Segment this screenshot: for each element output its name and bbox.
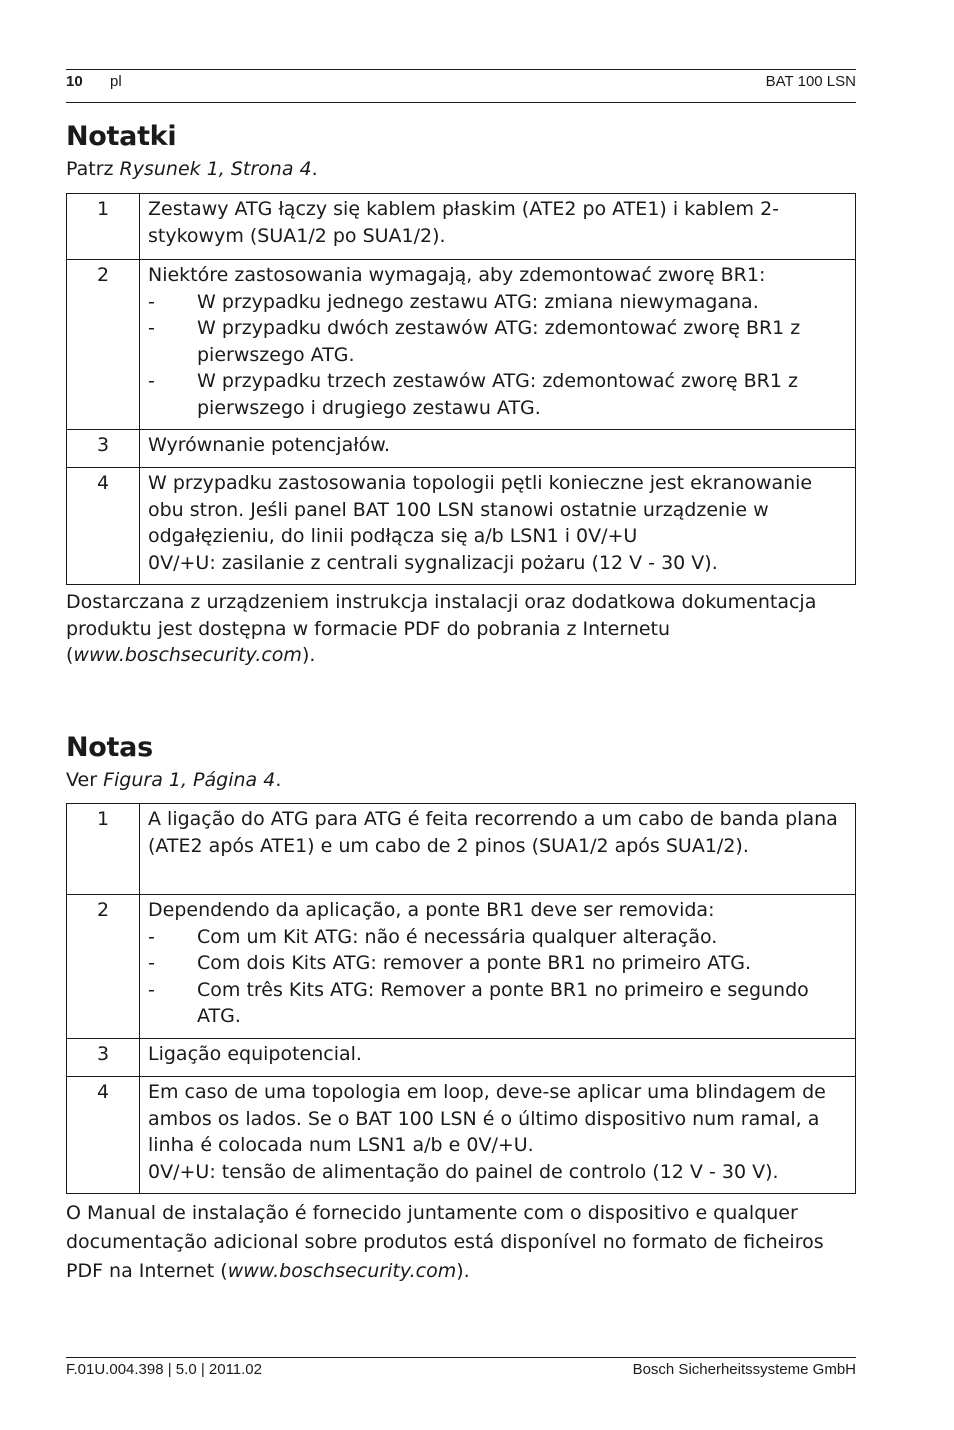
availability-note-pt (66, 1199, 856, 1286)
notes-table-pt (66, 803, 856, 1194)
table-row (67, 194, 856, 260)
website-link[interactable]: www.boschsecurity.com (73, 644, 302, 666)
list-item-text: Com um Kit ATG: não é necessária qualquer alteração. (197, 925, 718, 948)
table-row (67, 1039, 856, 1077)
bullet-dash: - (148, 290, 155, 313)
availability-note-pl (66, 589, 846, 669)
list-item-text: Com três Kits ATG: Remover a ponte BR1 no primeiro e segundo ATG. (197, 978, 809, 1027)
row-text-note: 0V/+U: tensão de alimentação do painel de controlo (12 V - 30 V). (148, 1160, 779, 1183)
list-item (148, 924, 847, 951)
list-item-text: Com dois Kits ATG: remover a ponte BR1 no primeiro ATG. (197, 952, 751, 974)
website-link[interactable]: www.boschsecurity.com (227, 1260, 457, 1282)
section-ref-pl (66, 156, 318, 183)
table-row (67, 260, 856, 430)
list-item (148, 950, 847, 977)
row-text: Niektóre zastosowania wymagają, aby zdemontować zworę BR1: (148, 264, 766, 286)
row-text: Ligação equipotencial. (140, 1039, 856, 1077)
row-number: 4 (67, 1077, 140, 1194)
row-text: Em caso de uma topologia em loop, deve-se aplicar uma blindagem de ambos os lados. Se o BAT 100 LSN é o último dispositivo num ramal, a linha é colocada num LSN1 a/b e 0V/+U. (148, 1081, 826, 1156)
ref-suffix: . (275, 769, 282, 791)
row-text: A ligação do ATG para ATG é feita recorrendo a um cabo de banda plana (ATE2 após ATE1) e um cabo de 2 pinos (SUA1/2 após SUA1/2). (140, 804, 856, 895)
row-content (140, 1077, 856, 1194)
ref-prefix: Patrz (66, 158, 120, 180)
row-number: 1 (67, 804, 140, 895)
ref-italic: Figura 1, Página 4 (103, 769, 276, 791)
section-title-pl: Notatki (66, 121, 177, 152)
language-code: pl (110, 73, 122, 90)
header-bottom-rule (66, 102, 856, 103)
bullet-dash: - (148, 952, 155, 974)
document-id: F.01U.004.398 | 5.0 | 2011.02 (66, 1361, 262, 1378)
row-number: 3 (67, 430, 140, 468)
section-title-pt: Notas (66, 732, 153, 763)
table-row (67, 804, 856, 895)
row-text: Wyrównanie potencjałów. (140, 430, 856, 468)
bullet-dash: - (148, 925, 155, 948)
row-text: Dependendo da aplicação, a ponte BR1 deve ser removida: (148, 899, 715, 921)
row-number: 2 (67, 895, 140, 1039)
table-row (67, 430, 856, 468)
row-content (140, 468, 856, 585)
list-item (148, 368, 847, 421)
row-number: 3 (67, 1039, 140, 1077)
notes-table-pl (66, 193, 856, 585)
bullet-dash: - (148, 370, 155, 392)
footer-rule (66, 1357, 856, 1358)
row-text: W przypadku zastosowania topologii pętli konieczne jest ekranowanie obu stron. Jeśli panel BAT 100 LSN stanowi ostatnie urządzenie w odgałęzieniu, do linii podłącza się a/b LSN1 i 0V/+U (148, 472, 813, 547)
list-item-text: W przypadku trzech zestawów ATG: zdemontować zworę BR1 z pierwszego i drugiego zestawu ATG. (197, 370, 798, 419)
table-row (67, 1077, 856, 1194)
row-content (140, 260, 856, 430)
row-number: 1 (67, 194, 140, 260)
header-top-rule (66, 69, 856, 70)
note-end: ). (456, 1260, 470, 1282)
row-content (140, 895, 856, 1039)
company-name: Bosch Sicherheitssysteme GmbH (632, 1361, 856, 1378)
note-end: ). (301, 644, 316, 666)
section-ref-pt (66, 767, 281, 794)
list-item (148, 315, 847, 368)
table-row (67, 468, 856, 585)
row-text-note: 0V/+U: zasilanie z centrali sygnalizacji pożaru (12 V - 30 V). (148, 551, 718, 574)
row-text: Zestawy ATG łączy się kablem płaskim (ATE2 po ATE1) i kablem 2-stykowym (SUA1/2 po SUA1/2). (140, 194, 856, 260)
table-row (67, 895, 856, 1039)
note-text: O Manual de instalação é fornecido juntamente com o dispositivo e qualquer documentação adicional sobre produtos está disponível no formato de ficheiros PDF na Internet ( (66, 1202, 824, 1282)
page-number: 10 (66, 73, 83, 90)
ref-italic: Rysunek 1, Strona 4 (119, 158, 312, 180)
bullet-dash: - (148, 978, 155, 1001)
list-item-text: W przypadku jednego zestawu ATG: zmiana niewymagana. (197, 290, 759, 313)
note-text: Dostarczana z urządzeniem instrukcja instalacji oraz dodatkowa dokumentacja produktu jest dostępna w formacie PDF do pobrania z Internetu ( (66, 591, 817, 666)
row-number: 2 (67, 260, 140, 430)
list-item (148, 977, 847, 1030)
list-item-text: W przypadku dwóch zestawów ATG: zdemontować zworę BR1 z pierwszego ATG. (197, 317, 801, 366)
ref-prefix: Ver (66, 769, 104, 791)
row-number: 4 (67, 468, 140, 585)
ref-suffix: . (311, 158, 318, 180)
header-product: BAT 100 LSN (765, 73, 856, 90)
list-item (148, 289, 847, 316)
bullet-dash: - (148, 317, 155, 339)
